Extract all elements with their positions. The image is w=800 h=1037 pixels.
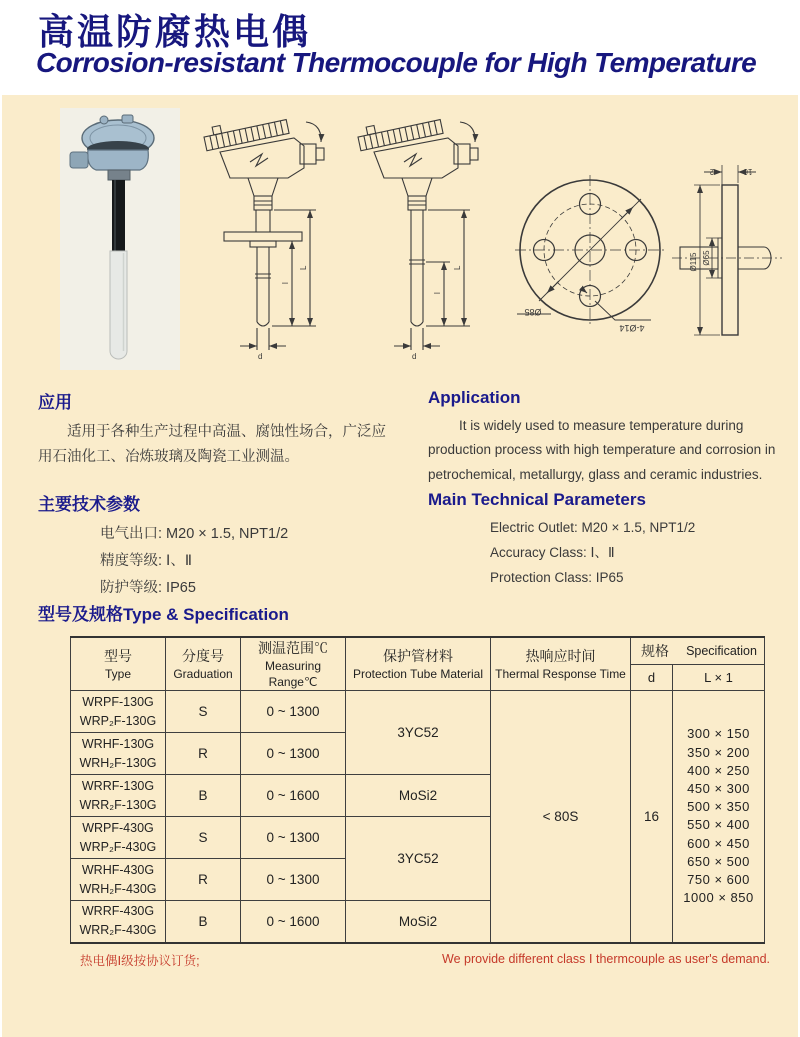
flange-thickness-label: 16 — [743, 167, 753, 176]
drawing-flange-front-view — [505, 168, 675, 338]
flange-holes-label: 4-Ø14 — [619, 323, 645, 333]
application-heading-cn: 应用 — [38, 393, 72, 412]
model-cell: WRPF-430G WRP₂F-430G — [71, 817, 166, 859]
model-cell: WRRF-430G WRR₂F-430G — [71, 901, 166, 943]
dim-label-L: L — [299, 265, 308, 270]
spec-section-heading: 型号及规格Type & Specification — [38, 605, 289, 624]
flange-tube-dia-label: Ø65 — [702, 250, 711, 266]
flange-gasket-label: 2 — [709, 167, 715, 176]
l-values-cell: 300 × 150 350 × 200 400 × 250 450 × 300 500 × 350 550 × 400 600 × 450 650 × 500 750 × 600 1000 × 850 — [673, 691, 765, 943]
model-cell: WRHF-130G WRH₂F-130G — [71, 733, 166, 775]
drawing-flanged-thermocouple — [188, 112, 338, 367]
col-header-l: L × 1 — [673, 664, 765, 690]
col-header-d: d — [631, 664, 673, 690]
parameters-heading-en: Main Technical Parameters — [428, 490, 646, 509]
d-value-cell: 16 — [631, 691, 673, 943]
drawing-plain-thermocouple — [342, 112, 492, 367]
material-cell: 3YC52 — [346, 691, 491, 775]
parameters-list-cn — [100, 521, 398, 601]
model-cell: WRPF-130G WRP₂F-130G — [71, 691, 166, 733]
material-cell: MoSi2 — [346, 901, 491, 943]
graduation-cell: B — [166, 775, 241, 817]
material-cell: 3YC52 — [346, 817, 491, 901]
range-cell: 0 ~ 1300 — [241, 691, 346, 733]
application-heading-en: Application — [428, 388, 521, 407]
spec-table — [70, 636, 765, 944]
dim-label-l: l — [433, 292, 442, 294]
dim-label-d: d — [412, 352, 417, 361]
model-cell: WRRF-130G WRR₂F-130G — [71, 775, 166, 817]
col-header-type: 型号 Type — [71, 637, 166, 691]
col-header-graduation: 分度号 Graduation — [166, 637, 241, 691]
drawing-flange-side-view — [660, 150, 790, 365]
parameters-section-en — [428, 490, 780, 591]
page-title-chinese: 高温防腐热电偶 — [38, 11, 312, 52]
material-cell: MoSi2 — [346, 775, 491, 817]
parameters-section-cn — [38, 490, 398, 601]
col-header-response: 热响应时间 Thermal Response Time — [491, 637, 631, 691]
dim-label-d: d — [258, 352, 263, 361]
spec-table-wrap — [70, 636, 765, 944]
range-cell: 0 ~ 1300 — [241, 817, 346, 859]
col-header-specification: 规格 Specification — [631, 637, 765, 664]
parameter-item: Electric Outlet: M20 × 1.5, NPT1/2 — [490, 520, 696, 535]
range-cell: 0 ~ 1600 — [241, 901, 346, 943]
range-cell: 0 ~ 1300 — [241, 859, 346, 901]
footer-note-en: We provide different class Ⅰ thermcouple as user's demand. — [442, 952, 770, 966]
graduation-cell: S — [166, 817, 241, 859]
application-body-en: It is widely used to measure temperature during production process with high temperature and corrosion in petrochemical, metallurgy, glass and ceramic industries. — [428, 418, 776, 482]
application-body-cn: 适用于各种生产过程中高温、腐蚀性场合，广泛应用石油化工、冶炼玻璃及陶瓷工业测温。 — [38, 424, 386, 465]
col-header-material: 保护管材料 Protection Tube Material — [346, 637, 491, 691]
graduation-cell: S — [166, 691, 241, 733]
model-cell: WRHF-430G WRH₂F-430G — [71, 859, 166, 901]
page-title-english: Corrosion-resistant Thermocouple for High Temperature — [36, 47, 757, 78]
parameter-item: 精度等级: Ⅰ、Ⅱ — [100, 552, 192, 569]
parameter-item: Protection Class: IP65 — [490, 569, 624, 585]
dim-label-L: L — [453, 265, 462, 270]
parameters-list-en — [490, 516, 780, 591]
application-section-cn — [38, 388, 390, 470]
col-header-range: 测温范围℃ Measuring Range℃ — [241, 637, 346, 691]
thermocouple-photo — [60, 108, 180, 370]
dim-label-l: l — [281, 282, 290, 284]
parameter-item: Accuracy Class: Ⅰ、Ⅱ — [490, 544, 615, 560]
footer-note-cn: 热电偶Ⅰ级按协议订货; — [80, 954, 200, 968]
range-cell: 0 ~ 1300 — [241, 733, 346, 775]
flange-outer-dia-label: Ø115 — [689, 252, 698, 272]
range-cell: 0 ~ 1600 — [241, 775, 346, 817]
graduation-cell: B — [166, 901, 241, 943]
parameter-item: 防护等级: IP65 — [100, 579, 196, 596]
application-section-en — [428, 388, 776, 487]
table-row — [71, 691, 765, 733]
graduation-cell: R — [166, 733, 241, 775]
flange-bolt-circle-label: Ø85 — [524, 307, 542, 317]
response-time-cell: < 80S — [491, 691, 631, 943]
parameters-heading-cn: 主要技术参数 — [38, 495, 140, 514]
graduation-cell: R — [166, 859, 241, 901]
parameter-item: 电气出口: M20 × 1.5, NPT1/2 — [100, 526, 289, 542]
